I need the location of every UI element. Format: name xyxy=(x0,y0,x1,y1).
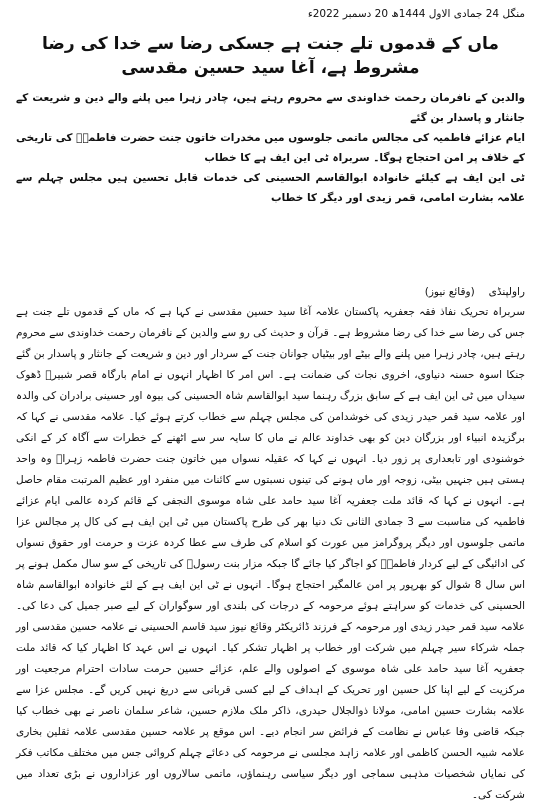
summary-line: ٹی این ایف ہے کیلئے خانوادہ ابوالقاسم الحسینی کی خدمات قابل تحسین ہیں مجلس چہلم سے علامہ بشارت امامی، قمر زیدی اور دیگر کا خطاب xyxy=(16,172,525,204)
summary-block xyxy=(16,88,525,208)
summary-line: ایام عزائے فاطمیہ کی مجالس ماتمی جلوسوں میں مخدرات خاتون جنت حضرت فاطمہؑ کی تاریخی کے خلاف پر امن احتجاج ہوگا۔ سربراہ ٹی این ایف ہے کا خطاب xyxy=(16,132,525,164)
summary-line: والدین کے نافرمان رحمت خداوندی سے محروم رہتے ہیں، چادر زہرا میں پلنے والے دین و شریعت کے جانثار و پاسدار بن گئے xyxy=(16,92,525,124)
city: راولپنڈی xyxy=(488,286,525,298)
dateline: منگل 24 جمادی الاول 1444ھ 20 دسمبر 2022ء xyxy=(307,8,525,20)
story-dateline xyxy=(16,282,525,302)
agency: (وقائع نیوز) xyxy=(424,286,475,298)
headline: ماں کے قدموں تلے جنت ہے جسکی رضا سے خدا کی رضا مشروط ہے، آغا سید حسین مقدسی xyxy=(42,34,499,78)
article-body: سربراہ تحریک نفاذ فقہ جعفریہ پاکستان علامہ آغا سید حسین مقدسی نے کہا ہے کہ ماں کے قدموں تلے جنت ہے جس کی رضا سے خدا کی رضا مشروط ہے۔ قرآن و حدیث کی رو سے والدین کے نافرمان رحمت خداوندی سے محروم رہتے ہیں، چادر زہرا میں پلنے والے بیٹے اور بیٹیاں جوانان جنت کے سردار اور دین و شریعت کے جانثار و پاسدار بن گئے جنکا اسوہ حسنہ دنیاوی، اخروی نجات کی ضمانت ہے۔ اس امر کا اظہار انہوں نے امام بارگاہ قصر شبیرؑ ڈھوک سیداں میں ٹی این ایف ہے کے سابق بزرگ رہنما سید ابوالقاسم شاہ الحسینی کی بیوہ اور حسینی برادران کی والدہ اور علامہ سید قمر حیدر زیدی کی خوشدامن کی مجلس چہلم سے خطاب کرتے ہوئے کیا۔ علامہ مقدسی نے کہا کہ برگزیدہ انبیاء اور بزرگان دین کو بھی خداوند عالم نے ماں کا سایہ سر سے اٹھنے کے خطرات سے آگاہ کر کے انکی خوشنودی اور تابعداری پر زور دیا۔ انہوں نے کہا کہ عقیلہ نسواں میں خاتون جنت حضرت فاطمہ زہراؑ وہ واحد ہستی ہیں جنہیں بیٹی، زوجہ اور ماں ہونے کی تینوں نسبتوں سے کائنات میں منفرد اور عظیم المرتبت مقام حاصل ہے۔ انہوں نے کہا کہ قائد ملت جعفریہ آغا سید حامد علی شاہ موسوی النجفی کے قائم کردہ عالمی ایام عزائے فاطمیہ کی مناسبت سے 3 جمادی الثانی تک دنیا بھر کی طرح پاکستان میں ٹی این ایف ہے کی کال پر مجالس عزا ماتمی جلوسوں اور دیگر پروگرامز میں عورت کو اسلام کی طرف سے عطا کردہ عزت و حرمت اور حقوق نسواں کی ادائیگی کے لیے کردار فاطمہؑ کو اجاگر کیا جائے گا جبکہ مزار بنت رسولؐ کی تاریخی کے سو سال مکمل ہونے پر اس سال 8 شوال کو بھرپور پر امن عالمگیر احتجاج ہوگا۔ انہوں نے ٹی این ایف ہے کے لئے خانوادہ ابوالقاسم شاہ الحسینی کی خدمات کو سراہتے ہوئے مرحومہ کے درجات کی بلندی اور سوگواران کے لیے صبر جمیل کی دعا کی۔ علامہ سید قمر حیدر زیدی اور مرحومہ کے فرزند ڈائریکٹر وقائع نیوز سید قاسم الحسینی نے علامہ حسین مقدسی اور جملہ شرکاء سیر چہلم میں شرکت اور خطاب پر اظہار تشکر کیا۔ انہوں نے اس عہد کا اظہار کیا کہ قائد ملت جعفریہ آغا سید حامد علی شاہ موسوی کے اصولوں والے علم، عزائے حسین حرمت سادات احترام مرجعیت اور مرکزیت کے لیے اپنا کل حسین اور تحریک کے اہداف کے لیے کسی قربانی سے دریغ نہیں کریں گے۔ مجلس عزا سے علامہ بشارت حسین امامی، مولانا ذوالجلال حیدری، ذاکر ملک ملازم حسین، شاعر سلمان ناصر نے بھی خطاب کیا جبکہ قاضی وفا عباس نے نظامت کے فرائض سر انجام دیے۔ اس موقع پر علامہ حسین مقدسی علامہ ثقلین بخاری علامہ شبیہ الحسن کاظمی اور علامہ زاہد مجلسی نے مرحومہ کی دعائے چہلم کروائی جس میں مختلف مکاتب فکر کی نمایاں شخصیات مذہبی سماجی اور دیگر سیاسی رہنماؤں، ماتمی سالاروں اور عزاداروں نے بڑی تعداد میں شرکت کی۔ xyxy=(16,306,526,801)
